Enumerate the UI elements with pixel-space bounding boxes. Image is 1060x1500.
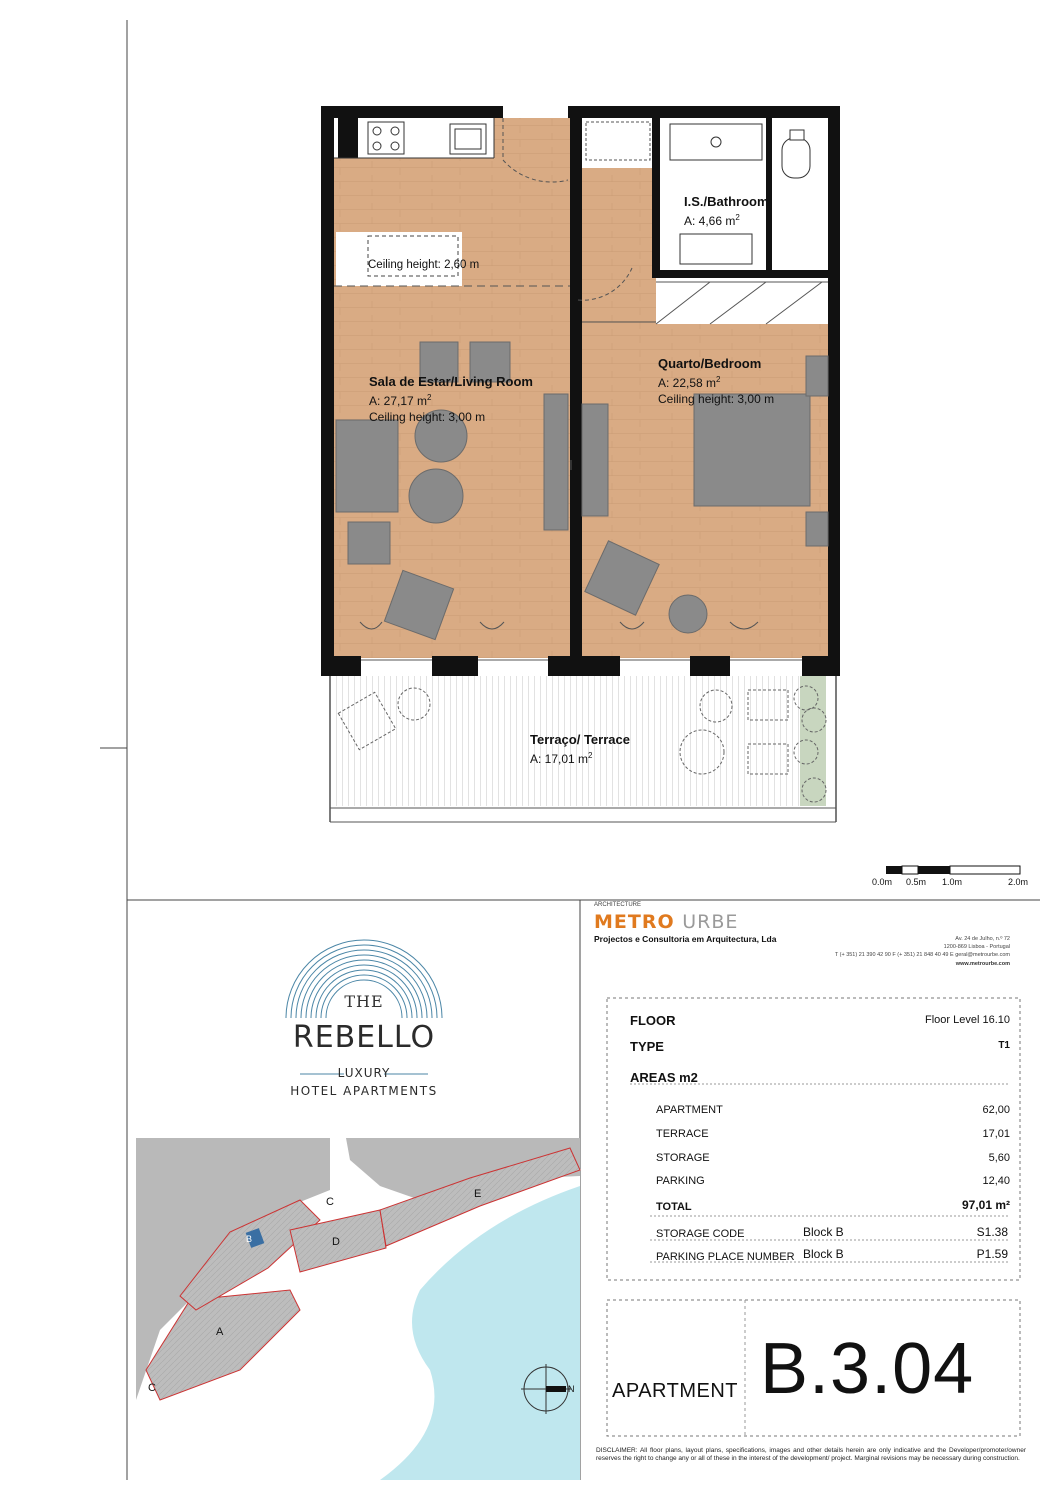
parking-place-value: P1.59 <box>976 1247 1008 1261</box>
architect-web: www.metrourbe.com <box>955 961 1010 967</box>
areas-label: AREAS m2 <box>630 1070 698 1085</box>
living-room-area: A: 27,17 m <box>369 394 428 408</box>
apartment-code: B.3.04 <box>760 1329 975 1409</box>
floor-label: FLOOR <box>630 1013 676 1028</box>
kitchen-ceiling-label: Ceiling height: 2,60 m <box>368 259 480 271</box>
total-value: 97,01 m² <box>961 1198 1010 1212</box>
apartment-label: APARTMENT <box>612 1380 738 1402</box>
scale-label-2: 1.0m <box>942 877 963 887</box>
living-room-label <box>369 374 533 425</box>
scale-label-3: 2.0m <box>1008 877 1029 887</box>
floor-plan <box>321 106 1020 874</box>
site-plan <box>136 1138 580 1480</box>
architect-phone: T (+ 351) 21 390 42 90 F (+ 351) 21 848 40 49 E geral@metrourbe.com <box>834 952 1010 958</box>
wardrobe <box>656 278 828 324</box>
architect-logo <box>594 911 738 933</box>
kitchen-col <box>338 118 358 158</box>
parking-place-block: Block B <box>803 1247 844 1261</box>
site-label-d: D <box>332 1236 340 1248</box>
shower-pan <box>586 122 650 160</box>
bathroom-name: I.S./Bathroom <box>684 194 769 209</box>
area-row-storage-value: 5,60 <box>988 1152 1010 1164</box>
site-label-c-top: C <box>326 1196 334 1208</box>
site-label-e: E <box>474 1188 482 1200</box>
wall-bottom-2 <box>432 656 478 676</box>
area-row-apartment-label: APARTMENT <box>656 1104 723 1116</box>
bedroom-area: A: 22,58 m <box>658 376 717 390</box>
sup-terrace: 2 <box>588 751 593 760</box>
type-label: TYPE <box>630 1039 664 1054</box>
terrace-area: A: 17,01 m <box>530 752 589 766</box>
sup-bed: 2 <box>716 375 721 384</box>
parking-place-label: PARKING PLACE NUMBER <box>656 1251 795 1263</box>
logo-metro: METRO <box>594 911 675 933</box>
floor-value: Floor Level 16.10 <box>925 1014 1010 1026</box>
scale-bar <box>886 866 1020 874</box>
brand-luxury: LUXURY <box>337 1066 391 1080</box>
brand-hotel: HOTEL APARTMENTS <box>290 1084 438 1098</box>
toilet <box>782 138 810 178</box>
wall-left <box>321 106 334 676</box>
logo-urbe: URBE <box>682 911 739 933</box>
sup-living: 2 <box>427 393 432 402</box>
wall-top-left <box>321 106 503 118</box>
wall-bottom-1 <box>321 656 361 676</box>
brand-the: THE <box>344 992 384 1011</box>
wall-bottom-4 <box>690 656 730 676</box>
area-row-storage-label: STORAGE <box>656 1152 710 1164</box>
wall-bottom-3 <box>548 656 620 676</box>
brand-name: REBELLO <box>292 1020 436 1055</box>
living-room-ceiling: Ceiling height: 3,00 m <box>369 410 486 424</box>
terrace-label <box>530 732 630 767</box>
storage-code-label: STORAGE CODE <box>656 1228 745 1240</box>
bedroom-ceiling: Ceiling height: 3,00 m <box>658 392 775 406</box>
living-room-name: Sala de Estar/Living Room <box>369 374 533 389</box>
wall-top-mid <box>568 106 840 118</box>
bathroom-label <box>684 194 769 229</box>
bathtub <box>670 124 762 160</box>
architect-tagline: Projectos e Consultoria em Arquitectura, Lda <box>594 934 777 944</box>
washbasin <box>680 234 752 264</box>
sup-bath: 2 <box>735 213 740 222</box>
total-label: TOTAL <box>656 1201 692 1213</box>
site-label-c-bottom: C <box>148 1382 156 1394</box>
wall-bottom-5 <box>802 656 840 676</box>
bathroom-area: A: 4,66 m <box>684 214 736 228</box>
scale-labels <box>870 877 1030 889</box>
north-label: N <box>568 1384 575 1394</box>
architect-address-1: Av. 24 de Julho, n.º 72 <box>955 936 1010 942</box>
scale-label-1: 0.5m <box>906 877 927 887</box>
terrace-name: Terraço/ Terrace <box>530 732 630 747</box>
scale-label-0: 0.0m <box>872 877 893 887</box>
storage-code-block: Block B <box>803 1225 844 1239</box>
wall-partition <box>570 118 582 676</box>
bedroom-label <box>658 356 774 407</box>
area-row-parking-value: 12,40 <box>982 1175 1010 1187</box>
terrace-planter <box>800 676 826 806</box>
disclaimer: DISCLAIMER: All floor plans, layout plans, specifications, images and other details herein are only indicative and the Developer/promoter/owner reserves the right to change any or all of these in the interest of the development/ project. Marginal revisions may be necessary during construction. <box>596 1447 1026 1462</box>
wall-bath-left <box>652 118 660 278</box>
area-row-parking-label: PARKING <box>656 1175 705 1187</box>
site-label-b: B <box>246 1234 253 1244</box>
wall-right <box>828 106 840 676</box>
architect-address-2: 1200-869 Lisboa - Portugal <box>943 944 1010 950</box>
type-value: T1 <box>998 1040 1010 1051</box>
bedroom-name: Quarto/Bedroom <box>658 356 762 371</box>
storage-code-value: S1.38 <box>976 1225 1008 1239</box>
cooktop <box>368 122 404 154</box>
area-row-terrace-label: TERRACE <box>656 1128 709 1140</box>
site-label-a: A <box>216 1326 224 1338</box>
architecture-caption: ARCHITECTURE <box>594 902 642 908</box>
area-row-apartment-value: 62,00 <box>982 1104 1010 1116</box>
area-row-terrace-value: 17,01 <box>982 1128 1010 1140</box>
wall-bath-bottom <box>652 270 828 278</box>
